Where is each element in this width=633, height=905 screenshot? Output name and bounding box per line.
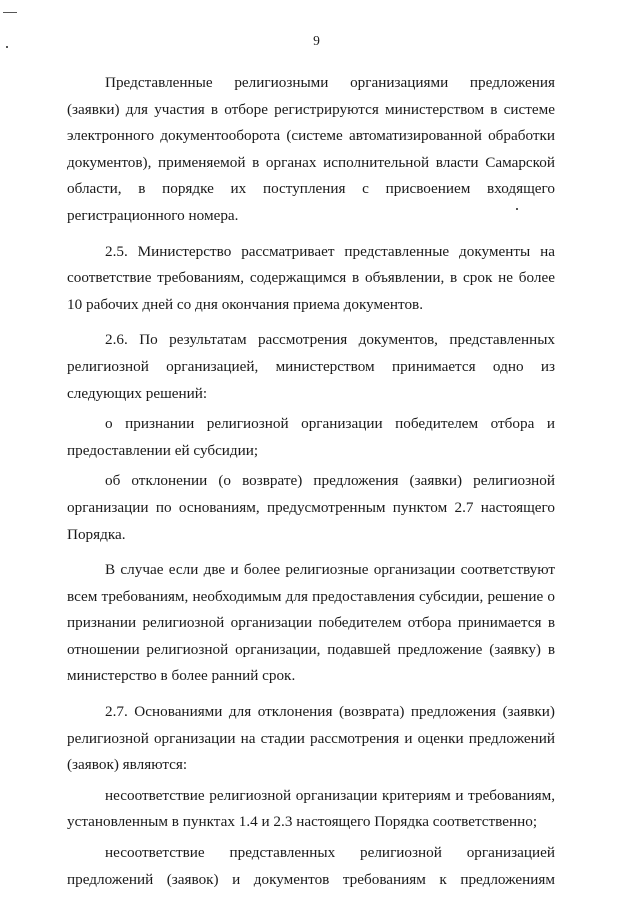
paragraph-2-7: 2.7. Основаниями для отклонения (возврата) предложения (заявки) религиозной организации на стадии рассмотрения и оценки предложений (заявок) являются: <box>67 703 555 774</box>
list-item-decision-reject: об отклонении (о возврате) предложения (заявки) религиозной организации по основаниям, предусмотренным пунктом 2.7 настоящего Порядка. <box>67 472 555 543</box>
paragraph-2-6: 2.6. По результатам рассмотрения документов, представленных религиозной организацией, министерством принимается одно из следующих решений: <box>67 331 555 402</box>
scan-artifact-top-left <box>3 12 17 13</box>
paragraph-equal-eligibility: В случае если две и более религиозные организации соответствуют всем требованиям, необходимым для предоставления субсидии, решение о признании религиозной организации победителем отбора принимается в отношении религиозной организации, подавшей предложение (заявку) в министерство в более ранний срок. <box>67 561 555 685</box>
list-item-documents-mismatch: несоответствие представленных религиозной организацией предложений (заявок) и документов требованиям к предложениям <box>67 844 555 888</box>
paragraph-2-5: 2.5. Министерство рассматривает представленные документы на соответствие требованиям, содержащимся в объявлении, в срок не более 10 рабочих дней со дня окончания приема документов. <box>67 242 555 313</box>
list-item-criteria-mismatch: несоответствие религиозной организации критериям и требованиям, установленным в пунктах 1.4 и 2.3 настоящего Порядка соответственно; <box>67 786 555 831</box>
page-number: 9 <box>313 33 320 48</box>
document-body <box>67 70 555 893</box>
list-item-decision-approve: о признании религиозной организации победителем отбора и предоставлении ей субсидии; <box>67 415 555 459</box>
paragraph-registration: Представленные религиозными организациями предложения (заявки) для участия в отборе регистрируются министерством в системе электронного документооборота (системе автоматизированной обработки документов), применяемой в органах исполнительной власти Самарской области, в порядке их поступления с присвоением входящего регистрационного номера. <box>67 74 555 224</box>
